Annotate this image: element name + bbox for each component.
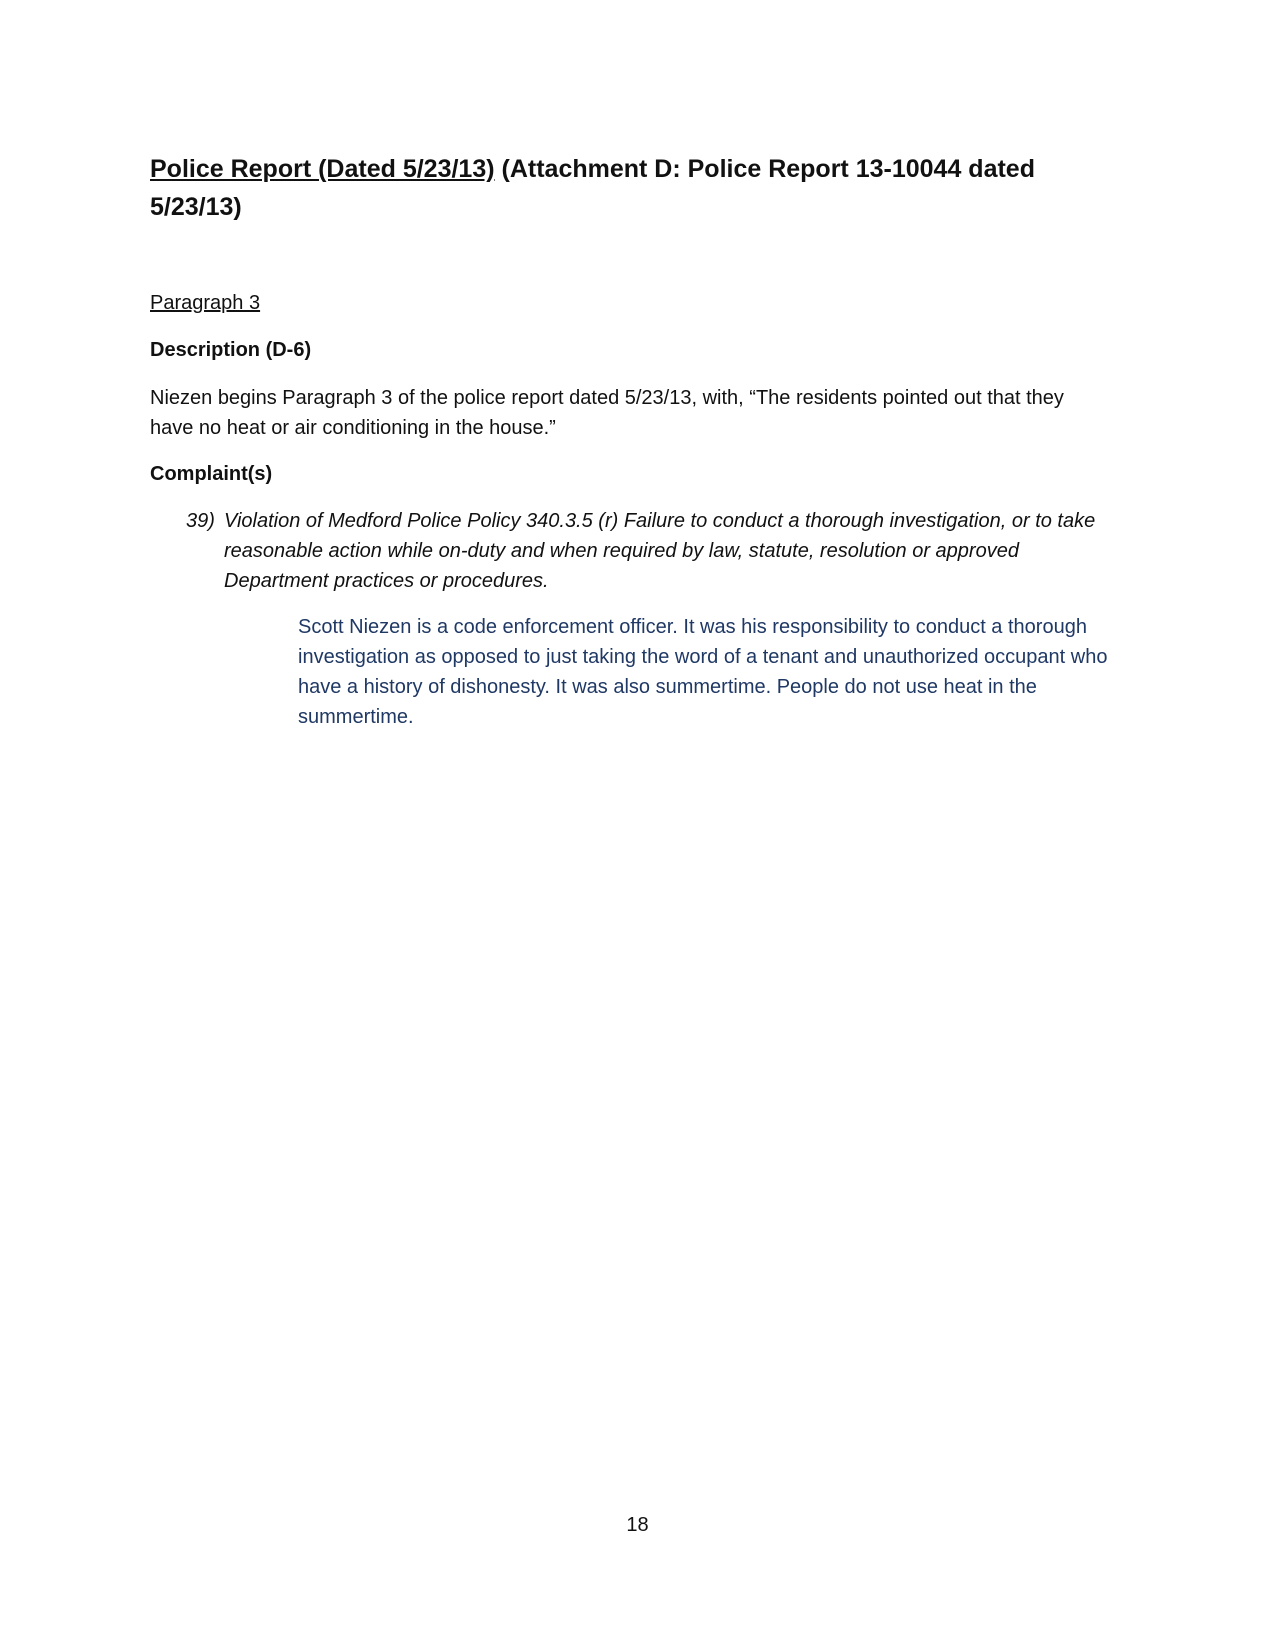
- description-heading: Description (D-6): [150, 339, 312, 361]
- page-title: [150, 150, 1110, 226]
- complaint-number: 39): [186, 510, 215, 532]
- response-text: Scott Niezen is a code enforcement officer. It was his responsibility to conduct a thorough investigation as opposed to just taking the word of a tenant and unauthorized occupant who have a history of dishonesty. It was also summertime. People do not use heat in the summertime.: [298, 616, 1108, 728]
- complaint-item: [186, 506, 1126, 596]
- title-rest: (Attachment D: Police Report 13-10044 dated 5/23/13): [150, 155, 1035, 221]
- title-underlined: Police Report (Dated 5/23/13): [150, 155, 495, 183]
- description-text: Niezen begins Paragraph 3 of the police report dated 5/23/13, with, “The residents pointed out that they have no heat or air conditioning in the house.”: [150, 387, 1064, 439]
- paragraph-heading: Paragraph 3: [150, 292, 261, 314]
- complaint-text: Violation of Medford Police Policy 340.3.5 (r) Failure to conduct a thorough investigation, or to take reasonable action while on-duty and when required by law, statute, resolution or approved Department practices or procedures.: [224, 510, 1096, 592]
- complaints-heading: Complaint(s): [150, 463, 273, 485]
- page-number: 18: [626, 1514, 649, 1536]
